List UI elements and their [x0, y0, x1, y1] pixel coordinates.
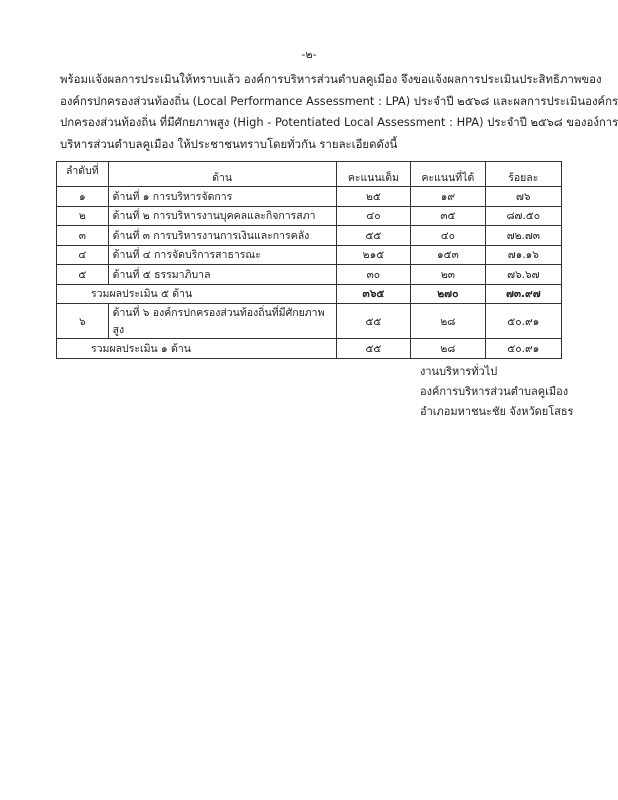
page-number: -๒- — [301, 48, 317, 61]
intro-paragraph — [60, 69, 618, 155]
table-row — [57, 304, 562, 339]
summary-pct: ๗๓.๙๗ — [485, 284, 561, 304]
summary-full: ๓๖๕ — [336, 284, 410, 304]
cell-pct: ๗๖.๖๗ — [485, 265, 561, 285]
cell-pct: ๗๖ — [485, 187, 561, 207]
cell-item: ด้านที่ ๖ องค์กรปกครองส่วนท้องถิ่นที่มีศักยภาพสูง — [108, 304, 336, 339]
cell-item: ด้านที่ ๓ การบริหารงานการเงินและการคลัง — [108, 226, 336, 246]
signature-line: องค์การบริหารส่วนตำบลคูเมือง — [420, 385, 569, 398]
paragraph-line: ปกครองส่วนท้องถิ่น ที่มีศักยภาพสูง (High - Potentiated Local Assessment : HPA) ประจำปี ๒๕๖๘ ขององ์การ — [60, 115, 618, 129]
cell-full: ๔๐ — [336, 206, 410, 226]
cell-no: ๑ — [57, 187, 109, 207]
paragraph-line: บริหารส่วนตำบลคูเมือง ให้ประชาชนทราบโดยทั่วกัน รายละเอียดดังนี้ — [60, 136, 398, 151]
cell-pct: ๕๐.๙๑ — [485, 304, 561, 339]
header-score-got: คะแนนที่ได้ — [411, 162, 485, 187]
cell-pct: ๗๒.๗๓ — [485, 226, 561, 246]
header-no: ลำดับที่ — [57, 162, 109, 187]
summary-row-1-aspect — [57, 339, 562, 359]
cell-no: ๔ — [57, 245, 109, 265]
cell-item: ด้านที่ ๔ การจัดบริการสาธารณะ — [108, 245, 336, 265]
cell-full: ๕๕ — [336, 226, 410, 246]
cell-no: ๓ — [57, 226, 109, 246]
cell-got: ๒๘ — [411, 304, 485, 339]
header-item: ด้าน — [108, 162, 336, 187]
cell-no: ๖ — [57, 304, 109, 339]
cell-no: ๕ — [57, 265, 109, 285]
cell-got: ๑๕๓ — [411, 245, 485, 265]
signature-line: อำเภอมหาชนะชัย จังหวัดยโสธร — [420, 405, 574, 418]
cell-full: ๕๕ — [336, 304, 410, 339]
cell-got: ๑๙ — [411, 187, 485, 207]
cell-full: ๒๑๕ — [336, 245, 410, 265]
cell-got: ๔๐ — [411, 226, 485, 246]
cell-got: ๓๕ — [411, 206, 485, 226]
cell-item: ด้านที่ ๒ การบริหารงานบุคคลและกิจการสภา — [108, 206, 336, 226]
table-row — [57, 206, 562, 226]
summary-full: ๕๕ — [336, 339, 410, 359]
cell-item: ด้านที่ ๕ ธรรมาภิบาล — [108, 265, 336, 285]
summary-label: รวมผลประเมิน ๕ ด้าน — [57, 284, 337, 304]
cell-pct: ๗๑.๑๖ — [485, 245, 561, 265]
signature-line: งานบริหารทั่วไป — [420, 365, 498, 378]
summary-row-5-aspects — [57, 284, 562, 304]
paragraph-line: พร้อมแจ้งผลการประเมินให้ทราบแล้ว องค์การบริหารส่วนตำบลคูเมือง จึงขอแจ้งผลการประเมินประสิทธิภาพของ — [60, 72, 602, 86]
table-row — [57, 245, 562, 265]
table-row — [57, 226, 562, 246]
table-header-row — [57, 162, 562, 187]
table-row — [57, 187, 562, 207]
cell-full: ๓๐ — [336, 265, 410, 285]
paragraph-line: องค์กรปกครองส่วนท้องถิ่น (Local Performance Assessment : LPA) ประจำปี ๒๕๖๘ และผลการประเมินองค์กร — [60, 93, 618, 108]
cell-item: ด้านที่ ๑ การบริหารจัดการ — [108, 187, 336, 207]
cell-no: ๒ — [57, 206, 109, 226]
summary-pct: ๕๐.๙๑ — [485, 339, 561, 359]
header-full-score: คะแนนเต็ม — [336, 162, 410, 187]
summary-label: รวมผลประเมิน ๑ ด้าน — [57, 339, 337, 359]
cell-full: ๒๕ — [336, 187, 410, 207]
cell-pct: ๘๗.๕๐ — [485, 206, 561, 226]
header-percent: ร้อยละ — [485, 162, 561, 187]
cell-got: ๒๓ — [411, 265, 485, 285]
table-row — [57, 265, 562, 285]
summary-got: ๒๗๐ — [411, 284, 485, 304]
summary-got: ๒๘ — [411, 339, 485, 359]
assessment-table — [56, 161, 562, 359]
signature-block — [420, 362, 573, 422]
